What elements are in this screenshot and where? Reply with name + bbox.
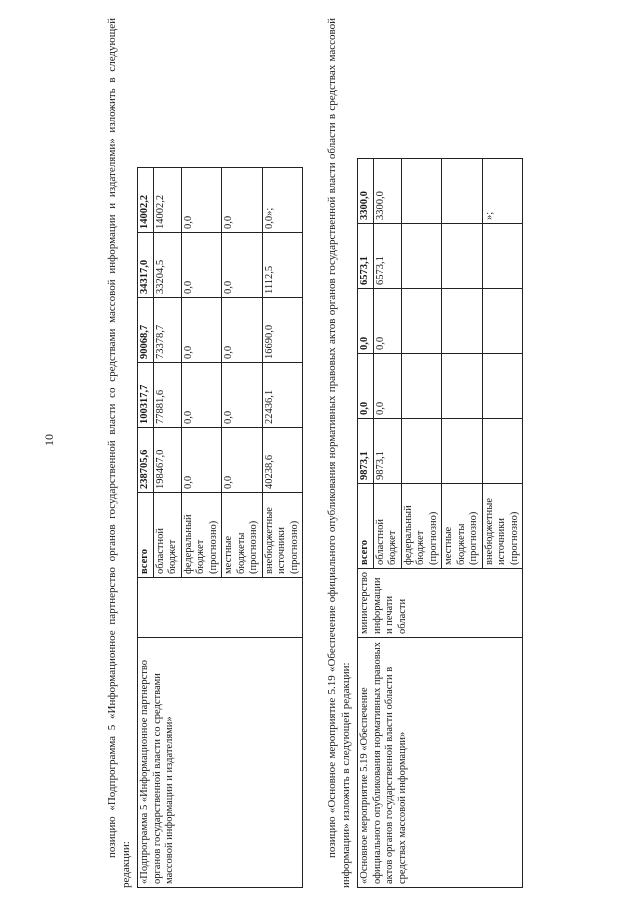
subprogram5-source-cell: областной бюджет (153, 493, 181, 578)
measure519-source-cell: местные бюджеты (прогнозно) (442, 483, 483, 568)
subprogram5-value-cell: 0,0 (222, 298, 263, 363)
subprogram5-value-cell: 14002,2 (153, 168, 181, 233)
subprogram5-value-cell: 33204,5 (153, 233, 181, 298)
measure519-source-cell: внебюджетные источники (прогнозно) (482, 483, 523, 568)
subprogram5-name-cell: «Подпрограмма 5 «Информационное партнерство органов государственной власти со средствами массовой информации и издателями» (138, 638, 303, 888)
measure519-executor-cell: министерство информации и печати области (358, 568, 523, 637)
subprogram5-value-cell: 77881,6 (153, 363, 181, 428)
measure519-value-cell (482, 353, 523, 418)
subprogram5-value-cell: 34317,0 (138, 233, 154, 298)
subprogram5-value-cell: 0,0 (222, 233, 263, 298)
subprogram5-value-cell: 238705,6 (138, 428, 154, 493)
subprogram5-value-cell: 0,0 (181, 233, 222, 298)
subprogram5-row (138, 168, 154, 888)
measure519-value-cell: 0,0 (373, 288, 401, 353)
subprogram5-source-cell: местные бюджеты (прогнозно) (222, 493, 263, 578)
measure519-value-cell: 6573,1 (358, 223, 374, 288)
subprogram5-value-cell: 100317,7 (138, 363, 154, 428)
measure519-value-cell: 0,0 (358, 353, 374, 418)
subprogram5-value-cell: 0,0 (181, 428, 222, 493)
measure519-value-cell (401, 353, 442, 418)
measure519-value-cell (482, 223, 523, 288)
subprogram5-source-cell: внебюджетные источники (прогнозно) (262, 493, 303, 578)
page-number: 10 (42, 434, 56, 446)
measure519-value-cell: 6573,1 (373, 223, 401, 288)
measure519-source-cell: всего (358, 483, 374, 568)
measure519-value-cell (401, 158, 442, 223)
measure519-value-cell (442, 418, 483, 483)
measure519-source-cell: федеральный бюджет (прогнозно) (401, 483, 442, 568)
subprogram5-value-cell: 0,0»; (262, 168, 303, 233)
subprogram5-value-cell: 0,0 (181, 168, 222, 233)
measure519-value-cell: 0,0 (358, 288, 374, 353)
subprogram5-value-cell: 0,0 (181, 363, 222, 428)
measure519-value-cell (482, 288, 523, 353)
measure519-name-cell: «Основное мероприятие 5.19 «Обеспечение официального опубликования нормативных правовых актов органов государственной власти области в средствах массовой информации» (358, 638, 523, 888)
measure519-value-cell: 0,0 (373, 353, 401, 418)
subprogram5-value-cell: 22436,1 (262, 363, 303, 428)
measure519-value-cell (401, 223, 442, 288)
subprogram5-value-cell: 0,0 (222, 168, 263, 233)
rotated-content (105, 18, 523, 888)
subprogram5-value-cell: 198467,0 (153, 428, 181, 493)
measure519-value-cell (442, 288, 483, 353)
measure-5-19-table (357, 158, 523, 888)
measure519-value-cell: 3300,0 (358, 158, 374, 223)
section1-intro: позицию «Подпрограмма 5 «Информационное партнерство органов государственной власти со средствами массовой информации и издателями» изложить в следующей редакции: (106, 18, 132, 888)
subprogram5-source-cell: федеральный бюджет (прогнозно) (181, 493, 222, 578)
section2-intro: позицию «Основное мероприятие 5.19 «Обеспечение официального опубликования нормативных правовых актов органов государственной власти области в средствах массовой информации» изложить в следующей редакции: (326, 18, 352, 888)
measure519-value-cell: 9873,1 (358, 418, 374, 483)
measure519-source-cell: областной бюджет (373, 483, 401, 568)
subprogram5-value-cell: 90068,7 (138, 298, 154, 363)
measure519-value-cell (401, 418, 442, 483)
subprogram5-table (137, 167, 303, 888)
measure519-value-cell: 9873,1 (373, 418, 401, 483)
subprogram5-value-cell: 0,0 (222, 363, 263, 428)
subprogram5-value-cell: 16690,0 (262, 298, 303, 363)
measure519-value-cell (442, 158, 483, 223)
subprogram5-executor-cell (138, 578, 303, 638)
measure519-value-cell (482, 418, 523, 483)
measure519-row (358, 158, 374, 887)
subprogram5-value-cell: 1112,5 (262, 233, 303, 298)
subprogram5-value-cell: 0,0 (181, 298, 222, 363)
subprogram5-source-cell: всего (138, 493, 154, 578)
subprogram5-value-cell: 40238,6 (262, 428, 303, 493)
subprogram5-value-cell: 0,0 (222, 428, 263, 493)
subprogram5-value-cell: 14002,2 (138, 168, 154, 233)
measure519-value-cell: »; (482, 158, 523, 223)
subprogram5-value-cell: 73378,7 (153, 298, 181, 363)
measure519-value-cell (442, 223, 483, 288)
measure519-value-cell (442, 353, 483, 418)
measure519-value-cell (401, 288, 442, 353)
measure519-value-cell: 3300,0 (373, 158, 401, 223)
